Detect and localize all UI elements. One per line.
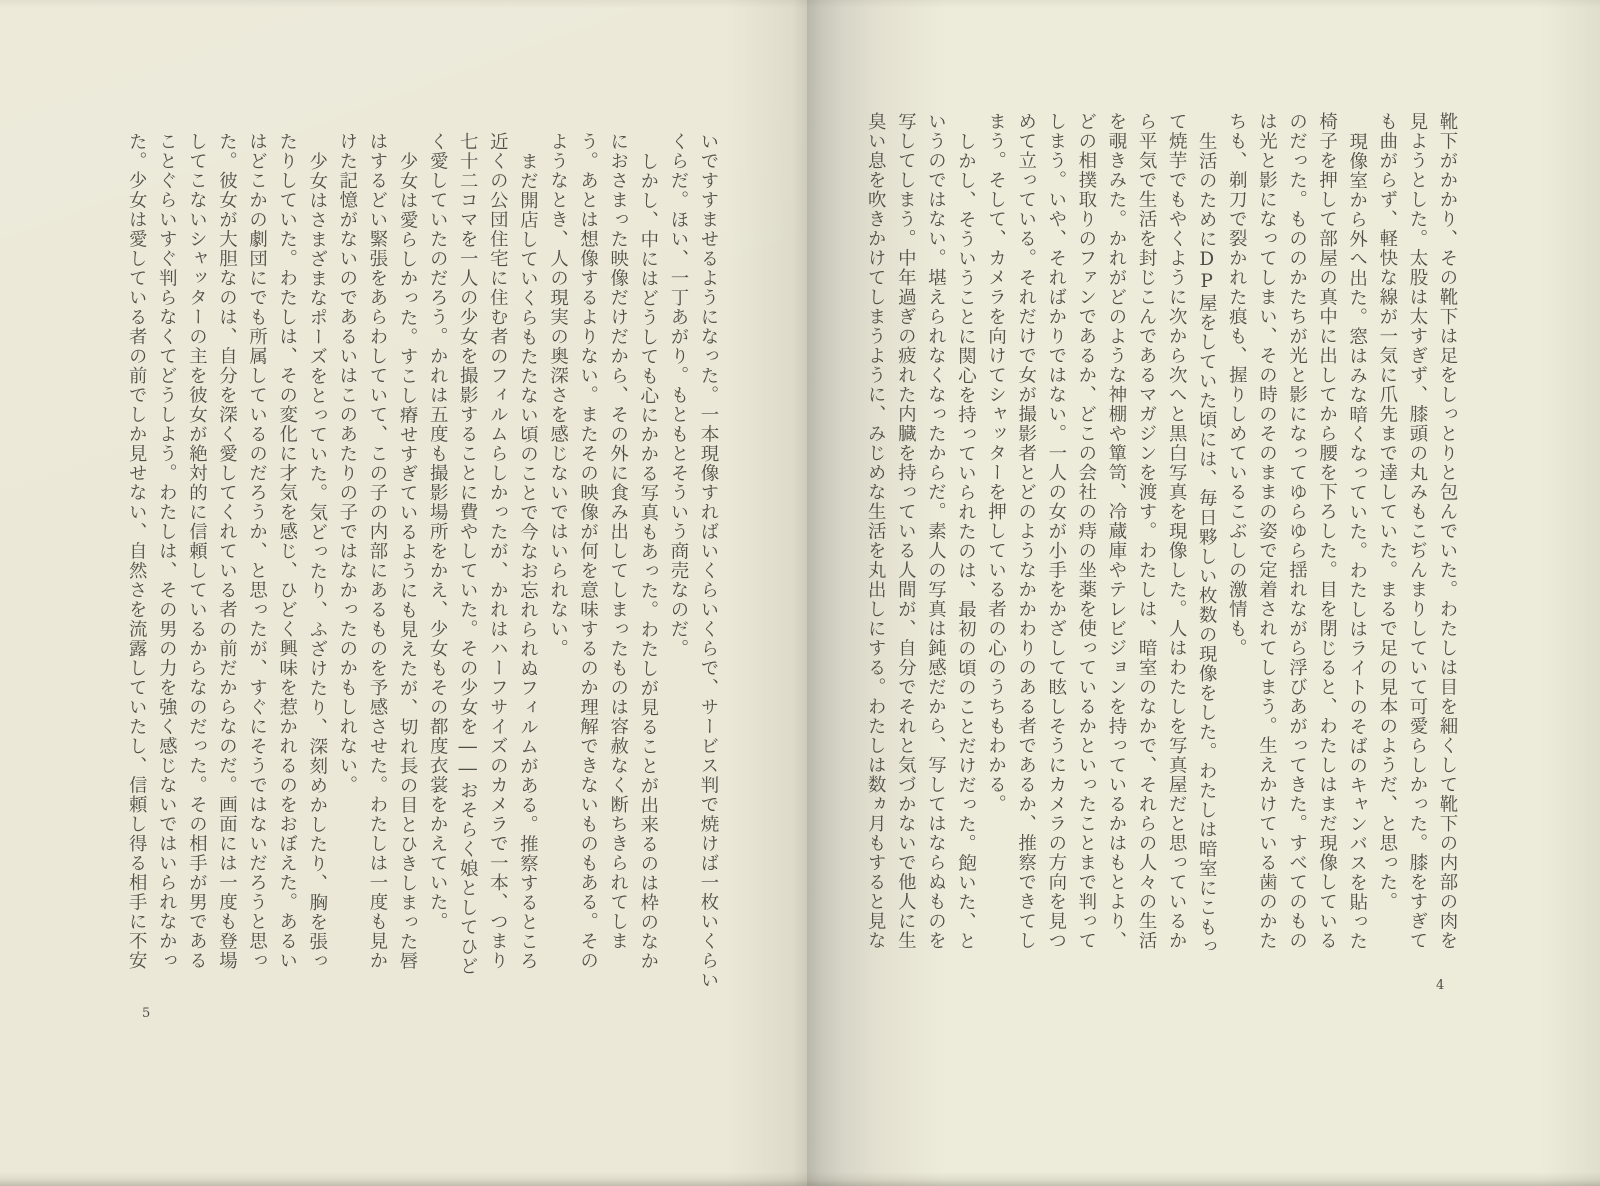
text-column: た。少女は愛している者の前でしか見せない、自然さを流露していたし、信頼し得る相手に不安 xyxy=(126,132,148,971)
text-column: におさまった映像だけだから、その外に食み出してしまったものは容赦なく断ちきられてしま xyxy=(607,132,629,951)
text-column: 近くの公団住宅に住む者のフィルムらしかったが、かれはハーフサイズのカメラで一本、つまり xyxy=(487,132,509,971)
text-column: のだった。もののかたちが光と影になってゆらゆら揺れながら浮びあがってきた。すべてのもの xyxy=(1286,112,1308,951)
text-column: けた記憶がないのであるいはこのあたりの子ではなかったのかもしれない。 xyxy=(336,132,358,795)
text-column: しかし、中にはどうしても心にかかる写真もあった。わたしが見ることが出来るのは枠のなか xyxy=(637,151,659,971)
text-column: たりしていた。わたしは、その変化に才気を感じ、ひどく興味を惹かれるのをおぼえた。あるい xyxy=(276,132,298,971)
text-column: ら平気で生活を封じこんであるマガジンを渡す。わたしは、暗室のなかで、それらの人々の生活 xyxy=(1136,112,1158,951)
text-column: た。彼女が大胆なのは、自分を深く愛してくれている者の前だからなのだ。画面には一度も登場 xyxy=(216,132,238,971)
text-column: 写してしまう。中年過ぎの疲れた内臓を持っている人間が、自分でそれと気づかないで他人に生 xyxy=(895,112,917,951)
text-column: も曲がらず、軽快な線が一気に爪先まで達していた。まるで足の見本のようだ、と思った。 xyxy=(1376,112,1398,912)
text-column: どの相撲取りのファンであるか、どこの会社の痔の坐薬を使っているかといったことまで判って xyxy=(1075,112,1097,951)
text-column: 見ようとした。太股は太すぎず、膝頭の丸みもこぢんまりしていて可愛らしかった。膝をすぎて xyxy=(1406,112,1428,951)
text-column: くらだ。ほい、一丁あがり。もともとそういう商売なのだ。 xyxy=(667,132,689,659)
page-right-text xyxy=(860,112,1462,974)
text-column: く愛していたのだろう。かれは五度も撮影場所をかえ、少女もその都度衣裳をかえていた。 xyxy=(427,132,449,932)
page-right xyxy=(807,0,1600,1186)
text-column: まだ開店していくらもたたない頃のことで今なお忘れられぬフィルムがある。推察するところ xyxy=(517,151,539,971)
text-column: してこないシャッターの主を彼女が絶対的に信頼しているからなのだった。その相手が男である xyxy=(186,132,208,971)
text-column: う。あとは想像するよりない。またその映像が何を意味するのか理解できないものもある。その xyxy=(577,132,599,971)
text-column: しまう。いや、そればかりではない。一人の女が小手をかざして眩しそうにカメラの方向を見つ xyxy=(1045,112,1067,951)
text-column: しかし、そういうことに関心を持っていられたのは、最初の頃のことだけだった。飽いた、と xyxy=(955,131,977,951)
text-column: て焼芋でもやくように次から次へと黒白写真を現像した。人はわたしを写真屋だと思っているか xyxy=(1166,112,1188,951)
text-column: 靴下がかかり、その靴下は足をしっとりと包んでいた。わたしは目を細くして靴下の内部の肉を xyxy=(1437,112,1458,951)
text-column: は光と影になってしまい、その時のそのままの姿で定着されてしまう。生えかけている歯のかた xyxy=(1256,112,1278,951)
page-left-text xyxy=(121,132,723,994)
text-column: はするどい緊張をあらわしていて、この子の内部にあるものを予感させた。わたしは一度も見か xyxy=(366,132,388,971)
text-column: 臭い息を吹きかけてしまうように、みじめな生活を丸出しにする。わたしは数ヵ月もすると見な xyxy=(865,112,887,951)
text-column: 少女は愛らしかった。すこし瘠せすぎているようにも見えたが、切れ長の目とひきしまった唇 xyxy=(397,151,419,971)
page-number-left: 5 xyxy=(142,1006,151,1021)
text-column: 七十二コマを一人の少女を撮影することに費やしていた。その少女を――おそらく娘としてひど xyxy=(457,132,479,976)
text-column: 現像室から外へ出た。窓はみな暗くなっていた。わたしはライトのそばのキャンバスを貼った xyxy=(1346,131,1368,951)
text-column: めて立っている。それだけで女が撮影者とどのようなかかわりのある者であるか、推察できてし xyxy=(1015,112,1037,951)
text-column: まう。そして、カメラを向けてシャッターを押している者の心のうちもわかる。 xyxy=(985,112,1007,814)
text-column: 少女はさまざまなポーズをとっていた。気どったり、ふざけたり、深刻めかしたり、胸を張っ xyxy=(306,151,328,971)
text-column: を覗きみた。かれがどのような神棚や簞笥、冷蔵庫やテレビジョンを持っているかはもとより、 xyxy=(1105,112,1127,951)
text-column: 椅子を押して部屋の真中に出してから腰を下ろした。目を閉じると、わたしはまだ現像している xyxy=(1316,112,1338,951)
text-column: いうのではない。堪えられなくなったからだ。素人の写真は鈍感だから、写してはならぬものを xyxy=(925,112,947,951)
text-column: ちも、剃刀で裂かれた痕も、握りしめているこぶしの激情も。 xyxy=(1226,112,1248,658)
page-number-right: 4 xyxy=(1436,978,1445,993)
text-column: いですすませるようになった。一本現像すればいくらいくらで、サービス判で焼けば一枚いくらい xyxy=(698,132,719,990)
text-column: ようなとき、人の現実の奥深さを感じないではいられない。 xyxy=(547,132,569,659)
text-column: ことぐらいすぐ判らなくてどうしよう。わたしは、その男の力を強く感じないではいられなかっ xyxy=(156,132,178,971)
text-column: はどこかの劇団にでも所属しているのだろうか、と思ったが、すぐにそうではないだろうと思っ xyxy=(246,132,268,971)
text-column: 生活のためにDP屋をしていた頃には、毎日夥しい枚数の現像をした。わたしは暗室にこもっ xyxy=(1196,131,1218,956)
